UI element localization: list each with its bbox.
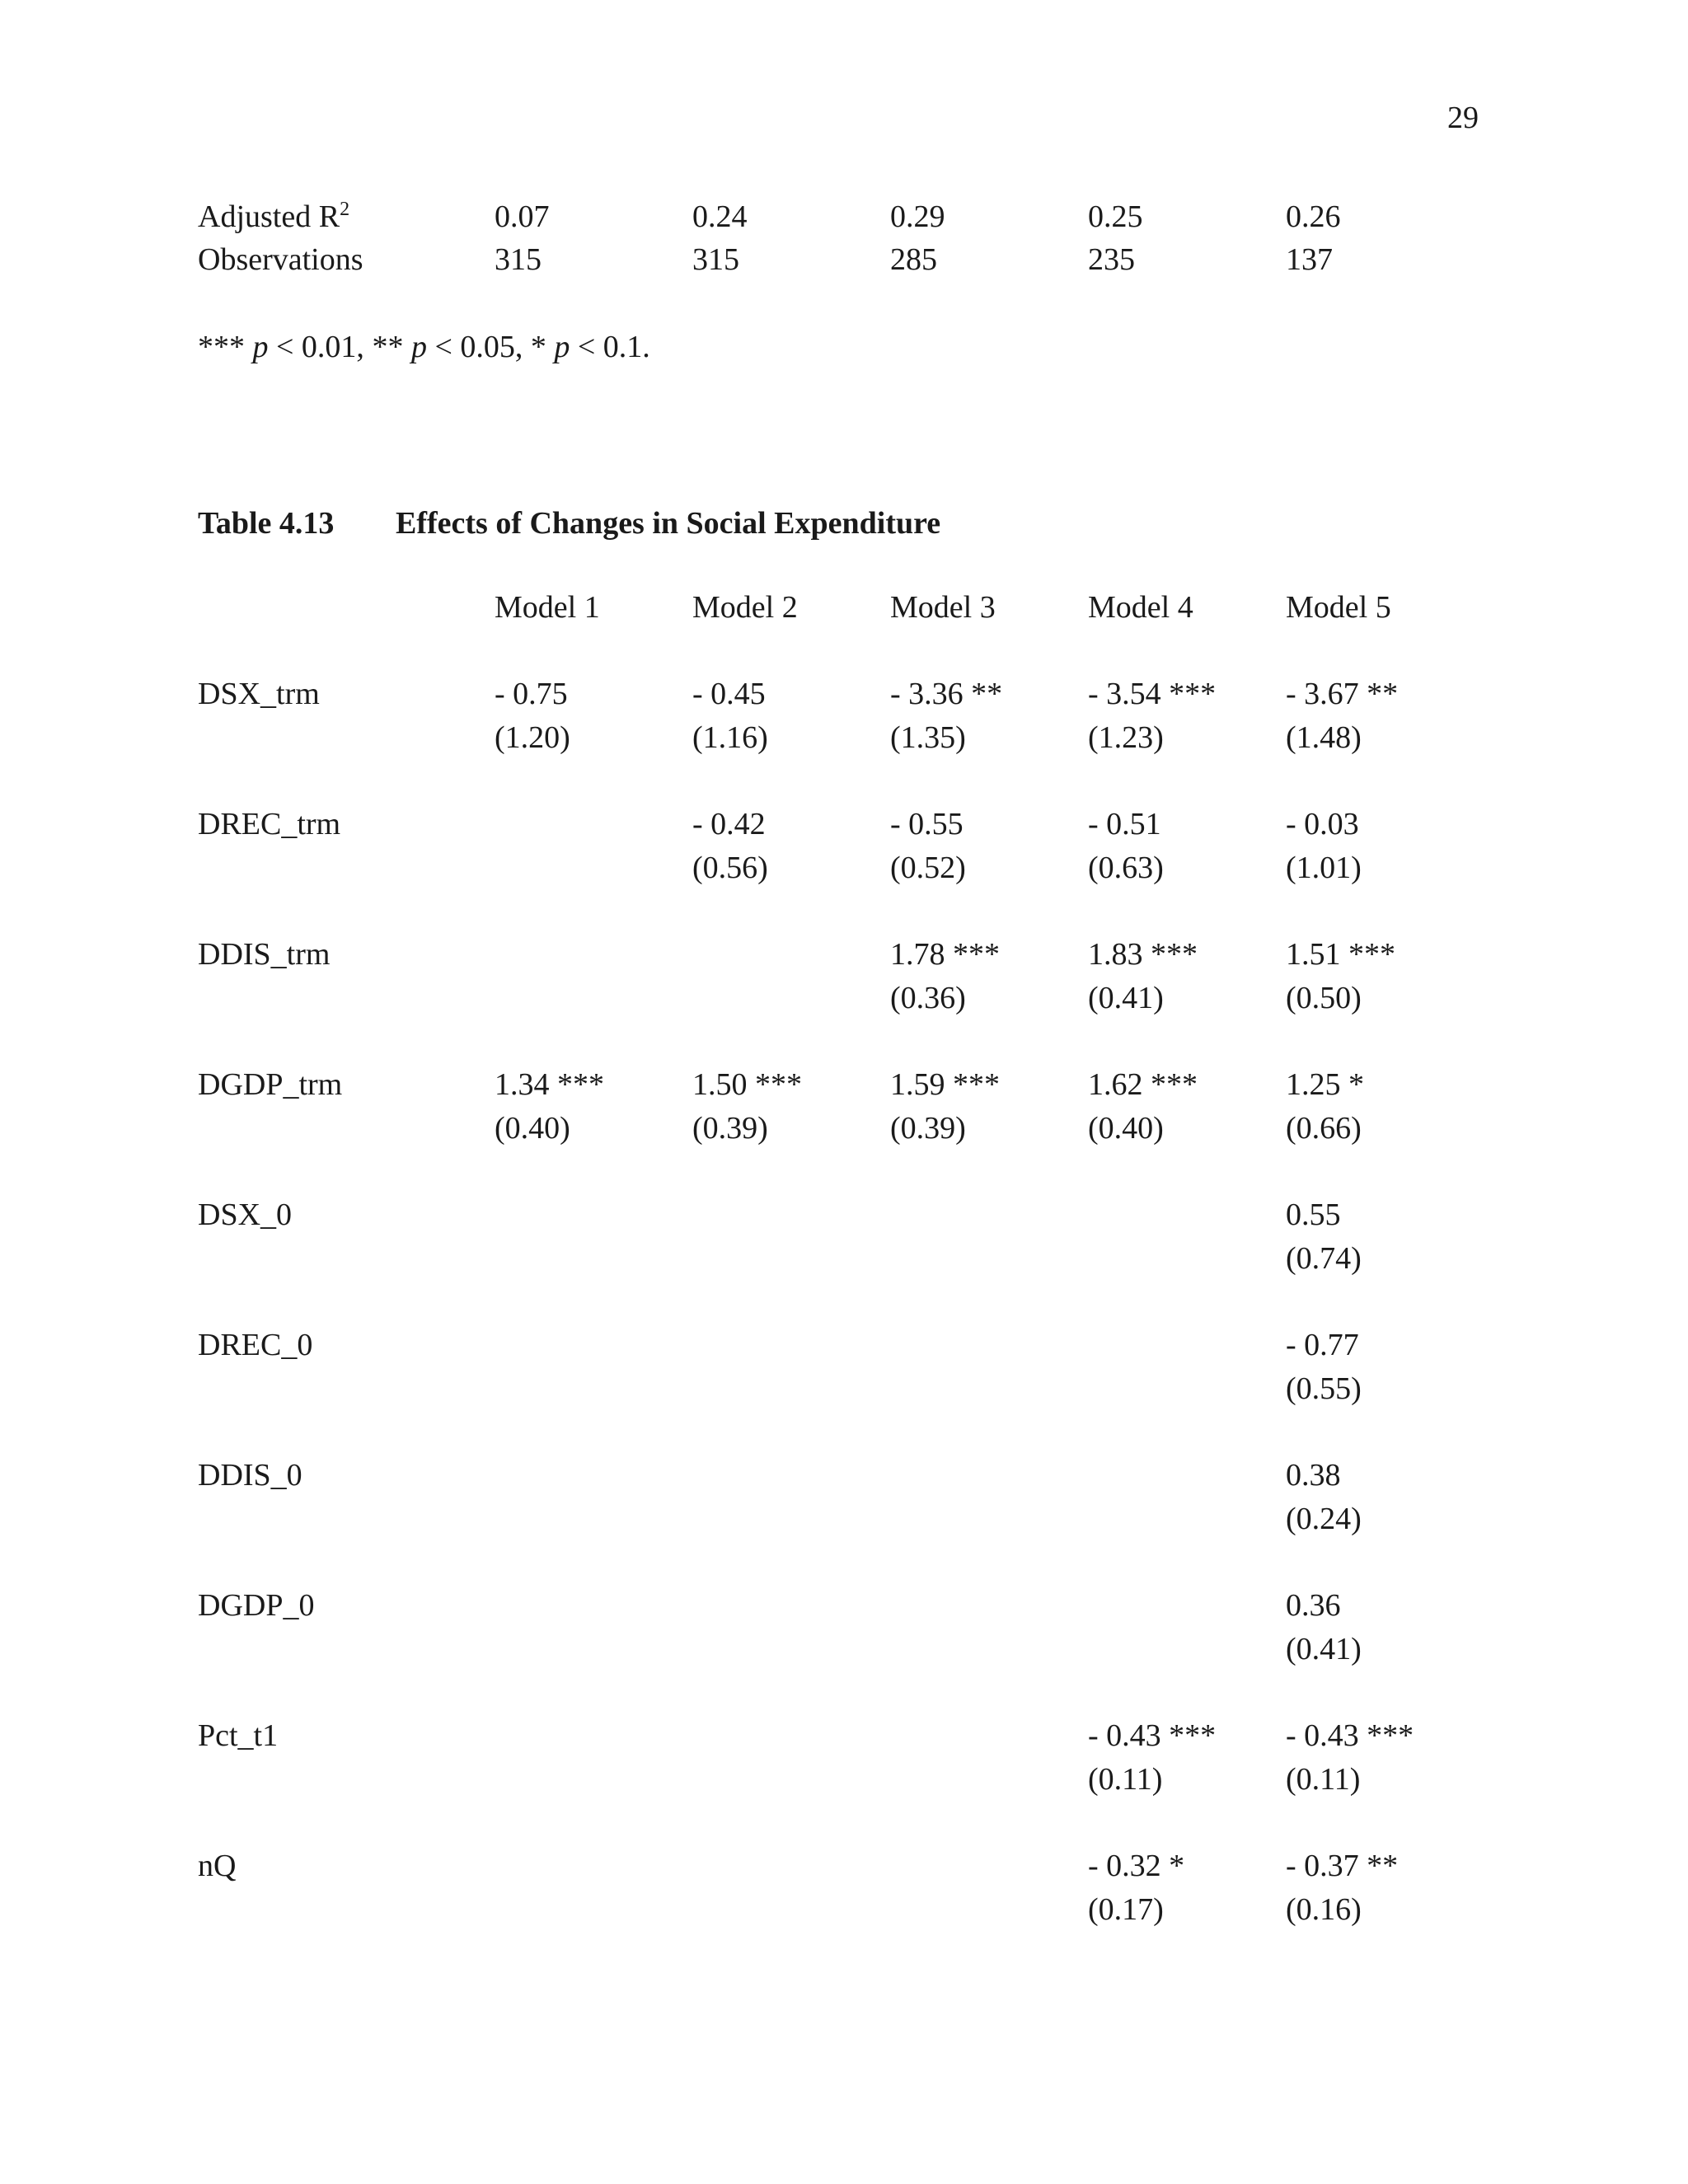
std-error-cell: (1.23) [1088, 720, 1164, 755]
std-error-cell: (0.40) [1088, 1111, 1164, 1146]
coefficient-cell: - 0.43 *** [1286, 1718, 1414, 1753]
coefficient-cell: - 3.67 ** [1286, 677, 1399, 711]
coefficient-cell: - 0.55 [890, 807, 964, 841]
coefficient-cell: 1.83 *** [1088, 937, 1198, 972]
std-error-cell: (1.48) [1286, 720, 1362, 755]
coefficient-cell: 1.34 *** [495, 1067, 604, 1102]
coefficient-cell: - 0.42 [692, 807, 766, 841]
coefficient-cell: - 0.75 [495, 677, 568, 711]
table-row [0, 1460, 1688, 1496]
coefficient-cell: 1.59 *** [890, 1067, 1000, 1102]
row-label: Observations [198, 242, 363, 277]
std-error-cell: (1.16) [692, 720, 768, 755]
coefficient-cell: 1.51 *** [1286, 937, 1395, 972]
table-row-se [0, 1503, 1688, 1540]
table-row [0, 1590, 1688, 1626]
table-title [198, 506, 941, 541]
coefficient-cell: - 0.51 [1088, 807, 1161, 841]
std-error-cell: (0.11) [1088, 1762, 1163, 1797]
std-error-cell: (0.11) [1286, 1762, 1361, 1797]
std-error-cell: (0.16) [1286, 1892, 1362, 1927]
superscript: 2 [340, 199, 350, 220]
table-row-se [0, 1373, 1688, 1409]
std-error-cell: (0.56) [692, 851, 768, 885]
table-caption: Effects of Changes in Social Expenditure [396, 506, 941, 541]
row-label: DGDP_0 [198, 1588, 315, 1623]
row-label: DDIS_trm [198, 937, 331, 972]
table-row [0, 1720, 1688, 1756]
std-error-cell: (0.39) [890, 1111, 966, 1146]
coefficient-cell: 0.36 [1286, 1588, 1341, 1623]
table-row [0, 808, 1688, 845]
std-error-cell: (0.66) [1286, 1111, 1362, 1146]
std-error-cell: (0.40) [495, 1111, 570, 1146]
table-cell: 0.29 [890, 199, 945, 234]
coefficient-cell: - 0.45 [692, 677, 766, 711]
table-cell: 285 [890, 242, 937, 277]
table-cell: 0.24 [692, 199, 748, 234]
row-label: nQ [198, 1849, 237, 1883]
table-row-se [0, 1894, 1688, 1930]
table-cell: 137 [1286, 242, 1333, 277]
table-row-se [0, 1113, 1688, 1149]
column-header: Model 2 [692, 590, 798, 625]
coefficient-cell: - 3.54 *** [1088, 677, 1217, 711]
table-row-se [0, 1633, 1688, 1670]
std-error-cell: (0.41) [1286, 1632, 1362, 1666]
row-label: DSX_0 [198, 1197, 293, 1232]
coefficient-cell: - 0.37 ** [1286, 1849, 1399, 1883]
row-label: Adjusted $R^2$ [198, 199, 350, 234]
coefficient-cell: 1.25 * [1286, 1067, 1364, 1102]
table-row [0, 678, 1688, 715]
coefficient-cell: 1.50 *** [692, 1067, 802, 1102]
std-error-cell: (0.24) [1286, 1502, 1362, 1536]
coefficient-cell: - 0.03 [1286, 807, 1359, 841]
column-header: Model 3 [890, 590, 996, 625]
coefficient-cell: 1.78 *** [890, 937, 1000, 972]
std-error-cell: (0.63) [1088, 851, 1164, 885]
coefficient-cell: - 0.32 * [1088, 1849, 1185, 1883]
table-cell: 315 [692, 242, 739, 277]
table-cell: 315 [495, 242, 542, 277]
std-error-cell: (0.74) [1286, 1241, 1362, 1276]
std-error-cell: (0.41) [1088, 981, 1164, 1015]
table-row [0, 939, 1688, 975]
table-cell: 235 [1088, 242, 1135, 277]
coefficient-cell: 0.55 [1286, 1197, 1341, 1232]
table-row-se [0, 982, 1688, 1019]
table-row [0, 244, 1688, 280]
table-cell: 0.25 [1088, 199, 1143, 234]
table-row [0, 1199, 1688, 1235]
std-error-cell: (0.52) [890, 851, 966, 885]
table-cell: 0.07 [495, 199, 550, 234]
row-label: DREC_0 [198, 1328, 313, 1362]
row-label: DDIS_0 [198, 1458, 302, 1493]
row-label: Pct_t1 [198, 1718, 279, 1753]
table-row [0, 1329, 1688, 1366]
table-row-se [0, 722, 1688, 758]
table-row-se [0, 1243, 1688, 1279]
page-number: 29 [1447, 101, 1479, 135]
table-cell: 0.26 [1286, 199, 1341, 234]
coefficient-cell: - 0.43 *** [1088, 1718, 1217, 1753]
std-error-cell: (1.01) [1286, 851, 1362, 885]
table-row [0, 1850, 1688, 1886]
table-row-se [0, 1764, 1688, 1800]
coefficient-cell: 0.38 [1286, 1458, 1341, 1493]
std-error-cell: (0.50) [1286, 981, 1362, 1015]
std-error-cell: (0.17) [1088, 1892, 1164, 1927]
table-header-row [0, 592, 1688, 628]
row-label: DREC_trm [198, 807, 341, 841]
std-error-cell: (0.39) [692, 1111, 768, 1146]
table-row [0, 201, 1688, 237]
table-row [0, 1069, 1688, 1105]
std-error-cell: (1.20) [495, 720, 570, 755]
column-header: Model 4 [1088, 590, 1193, 625]
significance-note: *** p < 0.01, ** p < 0.05, * p < 0.1. [198, 330, 650, 364]
row-label: DGDP_trm [198, 1067, 343, 1102]
coefficient-cell: - 0.77 [1286, 1328, 1359, 1362]
row-label: DSX_trm [198, 677, 320, 711]
std-error-cell: (0.36) [890, 981, 966, 1015]
std-error-cell: (1.35) [890, 720, 966, 755]
std-error-cell: (0.55) [1286, 1371, 1362, 1406]
column-header: Model 1 [495, 590, 600, 625]
coefficient-cell: - 3.36 ** [890, 677, 1003, 711]
column-header: Model 5 [1286, 590, 1391, 625]
table-row-se [0, 852, 1688, 888]
coefficient-cell: 1.62 *** [1088, 1067, 1198, 1102]
table-number: Table 4.13 [198, 506, 335, 541]
